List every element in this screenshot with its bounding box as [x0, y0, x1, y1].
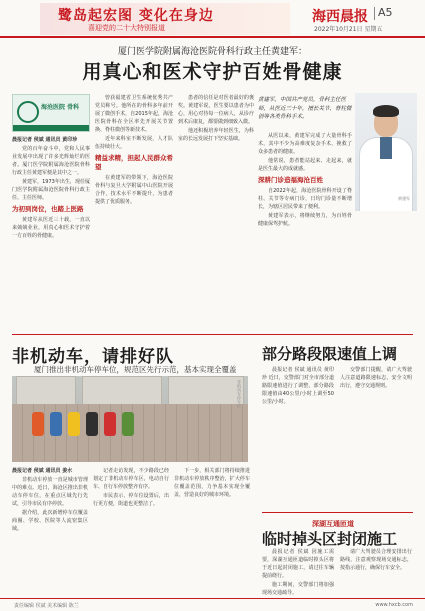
paragraph: 请广大驾驶员合理安排出行路线，注意观察现场交通标志，按指示通行，确保行车安全。: [340, 549, 412, 571]
story1-subhead-1: 为初到岗位，也踏上医路: [12, 205, 84, 213]
story2-column-3: [174, 467, 250, 500]
page-number: A5: [378, 6, 393, 19]
story1-column-1: [12, 136, 90, 241]
paragraph: 他还积极培养年轻医生，为科室的长远发展打下坚实基础。: [178, 128, 254, 142]
slogan-sub: 喜迎党的二十大特别报道: [88, 24, 165, 32]
masthead-logo: 海西晨报: [312, 9, 368, 25]
scooter: [86, 412, 98, 436]
story1-subhead-2: 精益求精，担起人民群众希望: [95, 154, 173, 171]
paragraph: 患者的信任是对医者最好的褒奖。黄建军说，医生要以患者为中心，用心对待每一位病人，从诊疗到术后康复，都要做到细致入微。: [178, 95, 254, 125]
paragraph: 交警部门提醒，请广大驾驶人注意道路限速标志，安全文明出行，遵守交通规则。: [340, 367, 412, 389]
footer-website: www.hxcb.com: [375, 602, 413, 608]
doctor-portrait: [355, 93, 417, 211]
story3-column-2: [340, 366, 412, 391]
story2-kicker: 厦门推出非机动车停车位，规范区先行示范，基本实现全覆盖: [34, 365, 237, 374]
parking-photo: [12, 376, 248, 462]
paragraph: 自2022年起，海沧医院骨科开设了脊柱、关节等专病门诊，日均门诊量不断增长，为辖区居民带来了便利。: [258, 188, 352, 210]
logo-stripe: [13, 125, 89, 131]
paragraph: 据介绍，此次新增停车位覆盖商圈、学校、医院等人流密集区域。: [12, 510, 88, 532]
story2-headline: 非机动车，请排好队: [12, 347, 174, 367]
paragraph: 在黄建军的带领下，海沧医院骨科与复旦大学附属中山医院开展合作，技术水平不断提升，为患者提供了优质服务。: [95, 175, 173, 205]
paragraph: 近年来科室不断发展，人才队伍持续壮大。: [95, 136, 173, 150]
section-divider: [12, 334, 413, 335]
paragraph: 黄建军表示，将继续努力，为百姓骨健康保驾护航。: [258, 213, 352, 227]
photo-caption: 非机动车停车位: [237, 380, 242, 408]
story1-kicker: 厦门医学院附属海沧医院骨科行政主任黄建军：: [117, 47, 307, 57]
issue-date: 2022年10月21日 星期五: [314, 26, 383, 33]
paragraph: 从医以来，黄建军完成了大量骨科手术，其中不少为高难度复杂手术，挽救了众多患者的健康。: [258, 133, 352, 155]
slogan-main: 鹭岛起宏图 变化在身边: [58, 8, 214, 24]
doctor-profile-quote: 黄建军，中国共产党员，骨科主任医师，从医近三十年，擅长关节、脊柱微创等各类骨科手术。: [258, 97, 352, 120]
paragraph: 黄建军，1973年出生，现任厦门医学院附属海沧医院骨科行政主任、主任医师。: [12, 179, 90, 201]
page-header: [0, 0, 425, 36]
story3-column-1: [262, 366, 334, 407]
paragraph: 下一步，相关部门将持续推进非机动车停放秩序整治，扩大停车位覆盖范围，力争基本实现全覆盖，营造良好的城市环境。: [174, 468, 250, 498]
story2-byline: 晨报记者 侯斌 通讯员 姜水: [12, 468, 73, 474]
paragraph: 市民表示，停车位设置后，出行更方便，街道也更整洁了。: [93, 493, 169, 507]
story2-column-2: [93, 467, 169, 509]
page-footer: [0, 598, 425, 611]
divider: [374, 7, 375, 20]
story4-column-1: [262, 548, 334, 598]
story1-column-4: [258, 132, 352, 229]
story1-subhead-3: 深耕门诊造福海沧百姓: [258, 176, 323, 184]
scooter: [68, 412, 80, 436]
story3-headline: 部分路段限速值上调: [262, 345, 398, 363]
hospital-emblem-icon: [17, 101, 39, 123]
story2-column-1: [12, 467, 88, 534]
hospital-logo: [12, 94, 90, 132]
section-divider: [262, 512, 413, 513]
scooter: [122, 412, 134, 436]
story1-headline: 用真心和医术守护百姓骨健康: [82, 61, 343, 83]
scooter: [104, 412, 116, 436]
footer-editors: 责任编辑 侯斌 美术编辑 陈兰: [14, 603, 79, 609]
paragraph: 黄建军从医近三十载，一直以来兢兢业业，用真心和医术守护着一方百姓的骨健康。: [12, 217, 90, 239]
portrait-caption: 黄建军: [398, 196, 410, 201]
doctor-hair: [373, 105, 399, 117]
paragraph: 晨报记者 侯斌 因施工需要，深湖互通匝道临时掉头区将于近日起封闭施工，请过往车辆提前绕行。: [262, 549, 334, 579]
paragraph: 施工期间，交警部门将加强现场交通疏导。: [262, 582, 334, 596]
story1-column-2: [95, 94, 173, 207]
story4-kicker: 深湖互通匝道: [312, 520, 354, 528]
paragraph: 曾获福建省卫生系统优秀共产党员称号。他所在的骨科多年前开展了微创手术，自2015年起，海沧医院骨科在全区率先开展关节置换、脊柱微创等新技术。: [95, 95, 173, 133]
doctor-collar: [380, 137, 392, 159]
paragraph: 他常说，患者能站起来、走起来，就是医生最大的成就感。: [258, 158, 352, 172]
paragraph: 晨报记者 侯斌 通讯员 黄印珍 近日，交警部门对全市部分道路限速值进行了调整，部分路段限速值由40公里/小时上调至50公里/小时。: [262, 367, 334, 405]
story4-headline: 临时掉头区封闭施工: [262, 530, 398, 548]
scooter: [50, 412, 62, 436]
paragraph: 党的百年奋斗中，党和人民事业发展中出现了许多光辉灿烂的医者。厦门医学院附属海沧医院骨科行政主任黄建军便是其中之一。: [12, 146, 90, 176]
paragraph: 非机动车停放一直是城市管理中的难点。近日，海沧区推出非机动车停车位，在重点区域先行先试，引导市民有序停放。: [12, 477, 88, 507]
story4-column-2: [340, 548, 412, 573]
paragraph: 记者走访发现，不少路段已经划定了非机动车停车区，电动自行车、自行车停放整齐有序。: [93, 468, 169, 490]
scooter: [32, 412, 44, 436]
story1-byline: 晨报记者 侯斌 通讯员 黄印珍: [12, 137, 78, 143]
story1-column-3: [178, 94, 254, 144]
header-rule: [0, 36, 425, 38]
logo-text: 海沧医院 骨科: [41, 104, 80, 111]
